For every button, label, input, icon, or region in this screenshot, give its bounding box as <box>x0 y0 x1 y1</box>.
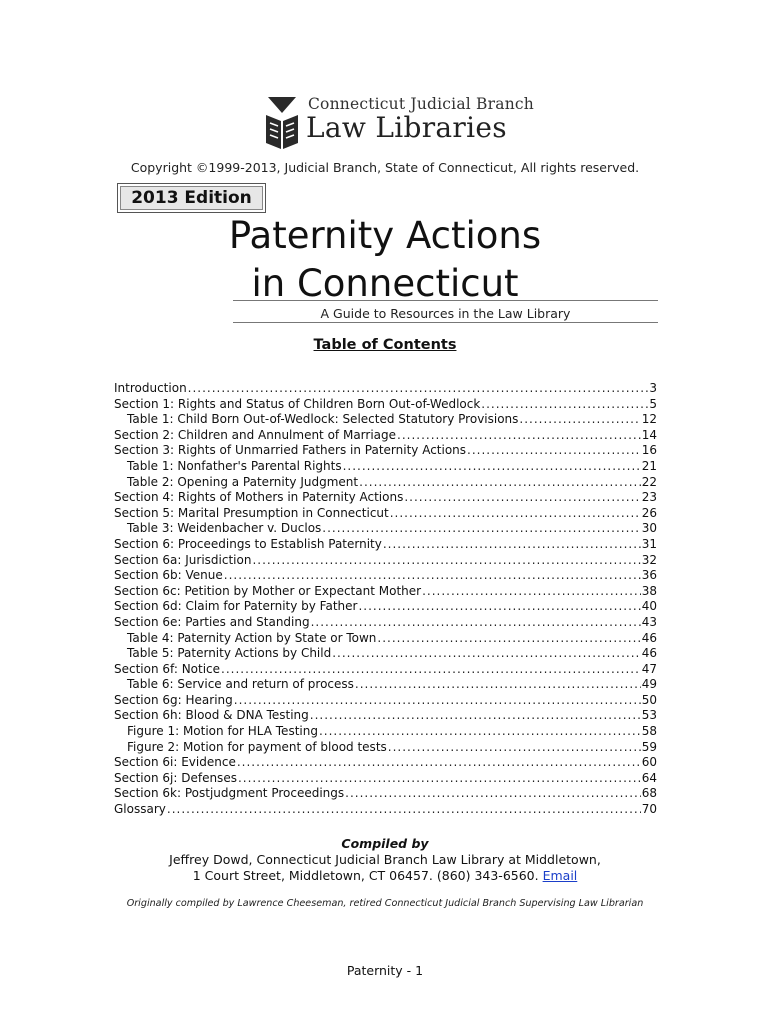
document-subtitle: A Guide to Resources in the Law Library <box>320 306 571 321</box>
toc-entry-label: Figure 2: Motion for payment of blood tests <box>127 739 387 754</box>
toc-entry[interactable] <box>114 740 657 756</box>
toc-entry[interactable] <box>114 553 657 569</box>
toc-entry-label: Table 2: Opening a Paternity Judgment <box>127 474 359 489</box>
compiler-line-2 <box>0 868 770 883</box>
toc-entry-page: 43 <box>641 614 657 629</box>
copyright-notice: Copyright ©1999-2013, Judicial Branch, State of Connecticut, All rights reserved. <box>130 160 640 175</box>
toc-entry-label: Figure 1: Motion for HLA Testing <box>127 724 318 739</box>
toc-dot-leader <box>519 412 640 428</box>
toc-entry[interactable] <box>114 677 657 693</box>
toc-entry-page: 46 <box>641 630 657 645</box>
toc-entry-label: Section 6: Proceedings to Establish Paternity <box>114 536 382 551</box>
toc-dot-leader <box>397 428 641 444</box>
toc-dot-leader <box>311 615 641 631</box>
toc-entry-label: Glossary <box>114 802 166 817</box>
toc-entry[interactable] <box>114 693 657 709</box>
toc-entry[interactable] <box>114 802 657 818</box>
toc-entry[interactable] <box>114 662 657 678</box>
toc-entry[interactable] <box>114 506 657 522</box>
toc-entry-page: 53 <box>641 708 657 723</box>
toc-entry-label: Section 6h: Blood & DNA Testing <box>114 708 309 723</box>
toc-dot-leader <box>237 755 641 771</box>
document-title-line2: in Connecticut <box>251 262 519 305</box>
toc-dot-leader <box>310 708 641 724</box>
toc-entry-page: 23 <box>641 490 657 505</box>
toc-entry-page: 50 <box>641 692 657 707</box>
toc-entry-label: Introduction <box>114 381 187 395</box>
toc-entry-page: 5 <box>649 396 657 411</box>
toc-entry-label: Section 5: Marital Presumption in Connecticut <box>114 505 389 520</box>
toc-entry-label: Section 6f: Notice <box>114 661 221 676</box>
toc-entry-page: 38 <box>641 583 657 598</box>
toc-entry[interactable] <box>114 381 657 397</box>
toc-dot-leader <box>221 662 641 678</box>
toc-entry-label: Section 6k: Postjudgment Proceedings <box>114 786 345 801</box>
toc-entry[interactable] <box>114 568 657 584</box>
toc-entry-label: Section 2: Children and Annulment of Marriage <box>114 427 397 442</box>
toc-entry[interactable] <box>114 412 657 428</box>
toc-entry[interactable] <box>114 708 657 724</box>
toc-entry-page: 31 <box>641 536 657 551</box>
toc-dot-leader <box>481 397 648 413</box>
title-rule-top <box>233 300 658 301</box>
toc-entry[interactable] <box>114 443 657 459</box>
toc-entry-label: Table 1: Child Born Out-of-Wedlock: Selected Statutory Provisions <box>127 412 519 427</box>
edition-label: 2013 Edition <box>131 188 252 208</box>
toc-entry-label: Section 4: Rights of Mothers in Paternity Actions <box>114 490 404 505</box>
toc-entry-page: 16 <box>641 443 657 458</box>
toc-entry[interactable] <box>114 631 657 647</box>
toc-dot-leader <box>188 381 649 397</box>
toc-entry-label: Section 6g: Hearing <box>114 692 233 707</box>
toc-entry-page: 32 <box>641 552 657 567</box>
toc-entry-page: 60 <box>641 755 657 770</box>
toc-dot-leader <box>167 802 641 818</box>
toc-dot-leader <box>359 475 641 491</box>
toc-dot-leader <box>377 631 640 647</box>
toc-entry-page: 59 <box>641 739 657 754</box>
toc-entry-label: Table 6: Service and return of process <box>127 677 354 692</box>
compiler-line-1: Jeffrey Dowd, Connecticut Judicial Branch Law Library at Middletown, <box>169 852 601 867</box>
originally-compiled-note: Originally compiled by Lawrence Cheeseman, retired Connecticut Judicial Branch Supervising Law Librarian <box>126 898 644 909</box>
document-title-line1: Paternity Actions <box>228 214 542 257</box>
toc-dot-leader <box>358 599 640 615</box>
title-rule-bottom <box>233 322 658 323</box>
toc-entry-page: 49 <box>641 677 657 692</box>
toc-dot-leader <box>238 771 641 787</box>
toc-entry[interactable] <box>114 584 657 600</box>
toc-entry-label: Table 5: Paternity Actions by Child <box>127 646 332 661</box>
toc-entry-label: Table 4: Paternity Action by State or Town <box>127 630 377 645</box>
toc-entry-label: Section 6b: Venue <box>114 568 223 583</box>
toc-entry[interactable] <box>114 459 657 475</box>
toc-entry-page: 68 <box>641 786 657 801</box>
toc-entry[interactable] <box>114 599 657 615</box>
logo-line-law-libraries: Law Libraries <box>306 111 507 144</box>
toc-entry-label: Section 3: Rights of Unmarried Fathers in Paternity Actions <box>114 443 467 458</box>
toc-entry-label: Section 6e: Parties and Standing <box>114 614 310 629</box>
law-libraries-logo <box>262 93 534 153</box>
toc-entry-page: 36 <box>641 568 657 583</box>
edition-badge <box>117 183 266 213</box>
toc-entry-label: Section 6i: Evidence <box>114 755 236 770</box>
toc-entry-page: 22 <box>641 474 657 489</box>
toc-entry-label: Table 1: Nonfather's Parental Rights <box>127 458 342 473</box>
table-of-contents <box>114 381 657 818</box>
toc-entry[interactable] <box>114 397 657 413</box>
logo-line-judicial-branch: Connecticut Judicial Branch <box>308 95 534 113</box>
toc-entry[interactable] <box>114 786 657 802</box>
toc-entry[interactable] <box>114 771 657 787</box>
open-book-shield-icon <box>262 93 302 151</box>
toc-entry-label: Section 6d: Claim for Paternity by Father <box>114 599 358 614</box>
page-footer: Paternity - 1 <box>346 963 424 978</box>
toc-entry-page: 46 <box>641 646 657 661</box>
toc-entry-page: 14 <box>641 427 657 442</box>
toc-entry-page: 30 <box>641 521 657 536</box>
toc-entry[interactable] <box>114 490 657 506</box>
toc-dot-leader <box>234 693 641 709</box>
toc-dot-leader <box>343 459 641 475</box>
toc-entry-label: Section 6j: Defenses <box>114 770 237 785</box>
toc-entry-page: 58 <box>641 724 657 739</box>
email-link[interactable]: Email <box>542 868 578 883</box>
toc-entry[interactable] <box>114 646 657 662</box>
toc-entry-label: Section 1: Rights and Status of Children Born Out-of-Wedlock <box>114 396 481 411</box>
toc-entry-page: 3 <box>649 381 657 395</box>
toc-dot-leader <box>332 646 641 662</box>
toc-dot-leader <box>390 506 641 522</box>
toc-entry[interactable] <box>114 537 657 553</box>
toc-entry-page: 21 <box>641 458 657 473</box>
toc-entry[interactable] <box>114 724 657 740</box>
toc-dot-leader <box>319 724 641 740</box>
toc-dot-leader <box>467 443 641 459</box>
toc-entry-page: 47 <box>641 661 657 676</box>
toc-entry[interactable] <box>114 428 657 444</box>
toc-entry-label: Section 6a: Jurisdiction <box>114 552 252 567</box>
toc-entry-page: 12 <box>641 412 657 427</box>
toc-dot-leader <box>355 677 641 693</box>
toc-dot-leader <box>224 568 641 584</box>
toc-entry-label: Section 6c: Petition by Mother or Expectant Mother <box>114 583 422 598</box>
compiler-address: 1 Court Street, Middletown, CT 06457. (860) 343-6560. <box>192 868 543 883</box>
toc-entry[interactable] <box>114 475 657 491</box>
toc-entry-page: 40 <box>641 599 657 614</box>
toc-entry[interactable] <box>114 755 657 771</box>
toc-entry-label: Table 3: Weidenbacher v. Duclos <box>127 521 322 536</box>
toc-entry-page: 64 <box>641 770 657 785</box>
toc-dot-leader <box>388 740 641 756</box>
toc-dot-leader <box>422 584 641 600</box>
toc-dot-leader <box>345 786 641 802</box>
toc-dot-leader <box>322 521 640 537</box>
toc-entry-page: 70 <box>641 802 657 817</box>
toc-dot-leader <box>383 537 641 553</box>
compiled-by-heading: Compiled by <box>341 836 429 851</box>
toc-entry-page: 26 <box>641 505 657 520</box>
toc-entry[interactable] <box>114 521 657 537</box>
toc-dot-leader <box>404 490 640 506</box>
toc-dot-leader <box>252 553 640 569</box>
toc-heading: Table of Contents <box>313 337 457 353</box>
toc-entry[interactable] <box>114 615 657 631</box>
